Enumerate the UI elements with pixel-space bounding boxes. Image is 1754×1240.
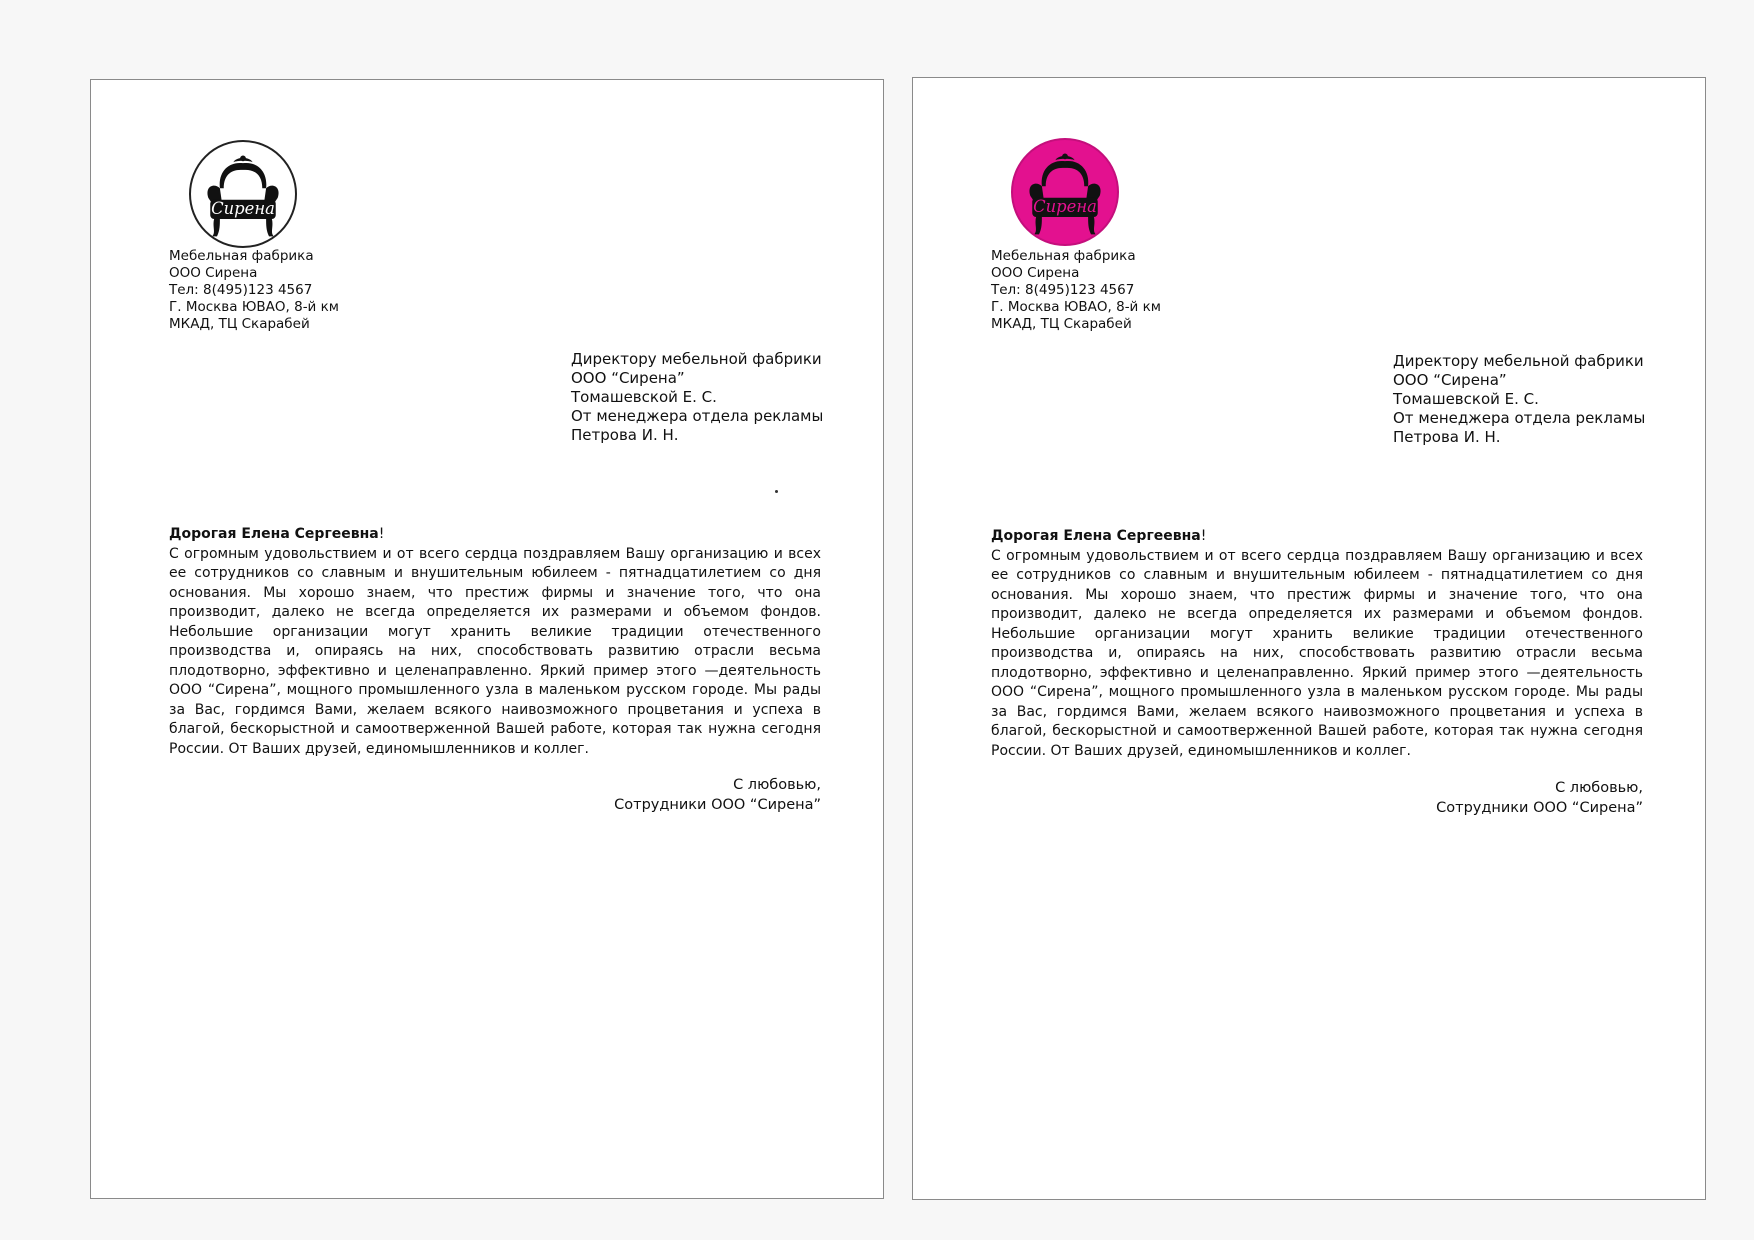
greeting-exclamation: ! [1200, 528, 1207, 544]
company-details [169, 248, 339, 333]
greeting-name: Дорогая Елена Сергеевна [169, 526, 379, 542]
svg-text:Сирена: Сирена [1033, 197, 1097, 217]
greeting [991, 527, 1643, 547]
greeting-exclamation: ! [378, 526, 385, 542]
signoff-closing: С любовью, [733, 777, 821, 793]
sender-title: От менеджера отдела рекламы [571, 407, 824, 425]
recipient-title: Директору мебельной фабрики [571, 350, 822, 368]
company-address-line1: Г. Москва ЮВАО, 8-й км [991, 299, 1161, 315]
letter-sheet-color [912, 77, 1706, 1200]
letter-body [991, 527, 1643, 761]
company-address-line2: МКАД, ТЦ Скарабей [991, 316, 1132, 332]
recipient-block [1393, 352, 1645, 447]
signoff-closing: С любовью, [1555, 780, 1643, 796]
letter-body [169, 525, 821, 759]
letter-paragraph: С огромным удовольствием и от всего сердца поздравляем Вашу организацию и всех ее сотрудников со славным и внушительным юбилеем - пятнадцатилетием со дня основания. Мы хорошо знаем, что престиж фирмы и значение того, что она производит, далеко не всегда определяется их размерами и объемом фондов. Небольшие организации могут хранить великие традиции отечественного производства и, опираясь на них, способствовать развитию отрасли весьма плодотворно, эффективно и целенаправленно. Яркий пример этого —деятельность ООО “Сирена”, мощного промышленного узла в маленьком русском городе. Мы рады за Вас, гордимся Вами, желаем всякого наивозможного процветания и успеха в благой, бескорыстной и самоотверженной Вашей работе, которая так нужна сегодня России. От Ваших друзей, единомышленников и коллег. [169, 545, 821, 757]
company-name: ООО Сирена [991, 265, 1080, 281]
signoff-signature: Сотрудники ООО “Сирена” [1436, 800, 1643, 816]
company-address-line1: Г. Москва ЮВАО, 8-й км [169, 299, 339, 315]
recipient-name: Томашевской Е. С. [1393, 390, 1539, 408]
recipient-title: Директору мебельной фабрики [1393, 352, 1644, 370]
recipient-company: ООО “Сирена” [1393, 371, 1507, 389]
greeting [169, 525, 821, 545]
letter-sheet-bw [90, 79, 884, 1199]
company-address-line2: МКАД, ТЦ Скарабей [169, 316, 310, 332]
company-type: Мебельная фабрика [991, 248, 1136, 264]
print-speck [775, 490, 778, 493]
letter-paragraph: С огромным удовольствием и от всего сердца поздравляем Вашу организацию и всех ее сотрудников со славным и внушительным юбилеем - пятнадцатилетием со дня основания. Мы хорошо знаем, что престиж фирмы и значение того, что она производит, далеко не всегда определяется их размерами и объемом фондов. Небольшие организации могут хранить великие традиции отечественного производства и, опираясь на них, способствовать развитию отрасли весьма плодотворно, эффективно и целенаправленно. Яркий пример этого —деятельность ООО “Сирена”, мощного промышленного узла в маленьком русском городе. Мы рады за Вас, гордимся Вами, желаем всякого наивозможного процветания и успеха в благой, бескорыстной и самоотверженной Вашей работе, которая так нужна сегодня России. От Ваших друзей, единомышленников и коллег. [991, 547, 1643, 759]
sirena-logo [189, 140, 297, 248]
signoff-signature: Сотрудники ООО “Сирена” [614, 797, 821, 813]
sirena-logo [1011, 138, 1119, 246]
signoff-block [1436, 778, 1643, 818]
company-details [991, 248, 1161, 333]
company-name: ООО Сирена [169, 265, 258, 281]
recipient-name: Томашевской Е. С. [571, 388, 717, 406]
armchair-logo-icon [191, 142, 295, 246]
company-phone: Тел: 8(495)123 4567 [991, 282, 1135, 298]
company-type: Мебельная фабрика [169, 248, 314, 264]
signoff-block [614, 775, 821, 815]
armchair-logo-icon [1013, 140, 1117, 244]
svg-text:Сирена: Сирена [211, 199, 275, 219]
sender-title: От менеджера отдела рекламы [1393, 409, 1646, 427]
sender-name: Петрова И. Н. [1393, 428, 1501, 446]
recipient-block [571, 350, 823, 445]
company-phone: Тел: 8(495)123 4567 [169, 282, 313, 298]
greeting-name: Дорогая Елена Сергеевна [991, 528, 1201, 544]
recipient-company: ООО “Сирена” [571, 369, 685, 387]
sender-name: Петрова И. Н. [571, 426, 679, 444]
